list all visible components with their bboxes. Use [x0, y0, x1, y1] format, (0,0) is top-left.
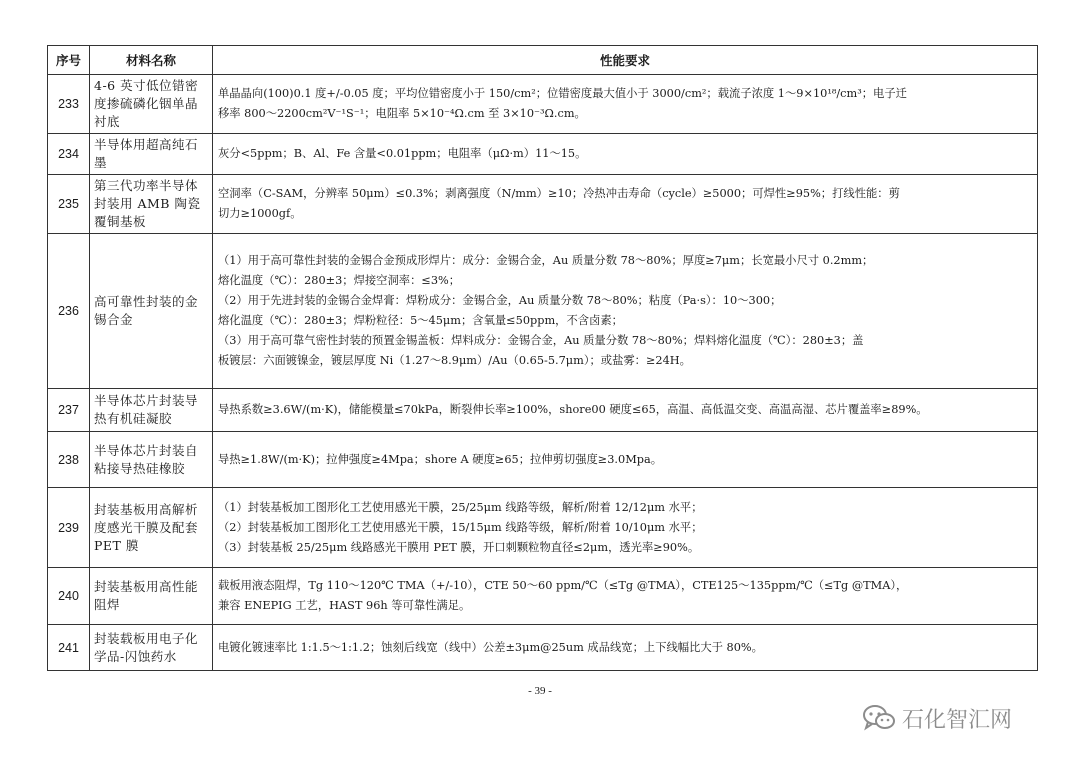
table-row	[48, 234, 1038, 389]
requirement-line: （1）封装基板加工图形化工艺使用感光干膜，25/25μm 线路等级，解析/附着 12/12μm 水平；	[218, 500, 703, 514]
requirements	[213, 625, 1038, 671]
requirements	[213, 568, 1038, 625]
requirement-line: 电镀化镀速率比 1:1.5～1:1.2；蚀刻后线宽（线中）公差±3μm@25um 成品线宽；上下线幅比大于 80%。	[218, 640, 763, 654]
material-name: 4-6 英寸低位错密度掺硫磷化铟单晶衬底	[90, 75, 213, 134]
requirements	[213, 432, 1038, 488]
requirement-line: 移率 800～2200cm²V⁻¹S⁻¹；电阻率 5×10⁻⁴Ω.cm 至 3×10⁻³Ω.cm。	[218, 107, 586, 120]
material-name: 封装基板用高解析度感光干膜及配套 PET 膜	[90, 488, 213, 568]
material-name: 封装载板用电子化学品-闪蚀药水	[90, 625, 213, 671]
requirement-line: 导热≥1.8W/(m·K)；拉伸强度≥4Mpa；shore A 硬度≥65；拉伸剪切强度≥3.0Mpa。	[218, 452, 663, 466]
material-name: 半导体芯片封装自粘接导热硅橡胶	[90, 432, 213, 488]
requirements	[213, 234, 1038, 389]
material-name: 第三代功率半导体封装用 AMB 陶瓷覆铜基板	[90, 175, 213, 234]
material-name: 半导体用超高纯石墨	[90, 134, 213, 175]
material-name: 半导体芯片封装导热有机硅凝胶	[90, 389, 213, 432]
row-number: 241	[48, 625, 90, 671]
row-number: 240	[48, 568, 90, 625]
watermark-text: 石化智汇网	[902, 707, 1013, 733]
requirements	[213, 488, 1038, 568]
requirements	[213, 175, 1038, 234]
requirement-line: 单晶晶向(100)0.1 度+/-0.05 度；平均位错密度小于 150/cm²；位错密度最大值小于 3000/cm²；载流子浓度 1～9×10¹⁸/cm³；电子迁	[218, 87, 907, 100]
table-row	[48, 432, 1038, 488]
row-number: 237	[48, 389, 90, 432]
table-row	[48, 568, 1038, 625]
material-name: 高可靠性封装的金锡合金	[90, 234, 213, 389]
requirement-line: （1）用于高可靠性封装的金锡合金预成形焊片：成分：金锡合金，Au 质量分数 78～80%；厚度≥7μm；长宽最小尺寸 0.2mm；	[218, 254, 874, 267]
page-number: - 39 -	[528, 685, 552, 697]
requirement-line: 兼容 ENEPIG 工艺，HAST 96h 等可靠性满足。	[218, 599, 471, 612]
row-number: 235	[48, 175, 90, 234]
requirement-line: 导热系数≥3.6W/(m·K)，储能模量≤70kPa，断裂伸长率≥100%，shore00 硬度≤65，高温、高低温交变、高温高湿、芯片覆盖率≥89%。	[218, 403, 928, 416]
requirement-line: （3）封装基板 25/25μm 线路感光干膜用 PET 膜，开口刺颗粒物直径≤2μm，透光率≥90%。	[218, 540, 700, 554]
requirement-line: （2）用于先进封装的金锡合金焊膏：焊粉成分：金锡合金，Au 质量分数 78～80%；粘度（Pa·s）：10～300；	[218, 294, 782, 307]
material-name: 封装基板用高性能阻焊	[90, 568, 213, 625]
header-requirements: 性能要求	[213, 46, 1038, 75]
row-number: 239	[48, 488, 90, 568]
requirement-line: 板镀层：六面镀镍金，镀层厚度 Ni（1.27～8.9μm）/Au（0.65-5.7μm）；或盐雾：≥24H。	[218, 354, 691, 367]
requirements	[213, 75, 1038, 134]
table-row	[48, 75, 1038, 134]
table-row	[48, 134, 1038, 175]
requirements	[213, 134, 1038, 175]
watermark	[862, 703, 1012, 733]
row-number: 233	[48, 75, 90, 134]
table-row	[48, 625, 1038, 671]
requirement-line: （2）封装基板加工图形化工艺使用感光干膜，15/15μm 线路等级，解析/附着 10/10μm 水平；	[218, 520, 703, 534]
requirement-line: 空洞率（C-SAM，分辨率 50μm）≤0.3%；剥离强度（N/mm）≥10；冷热冲击寿命（cycle）≥5000；可焊性≥95%；打线性能：剪	[218, 187, 900, 200]
table-header-row	[48, 46, 1038, 75]
requirement-line: 熔化温度（℃）：280±3；焊粉粒径：5～45μm；含氧量≤50ppm，不含卤素；	[218, 314, 623, 327]
wechat-icon	[862, 704, 896, 732]
requirement-line: 载板用液态阻焊，Tg 110～120℃ TMA（+/-10），CTE 50～60 ppm/℃（≤Tg @TMA），CTE125～135ppm/℃（≤Tg @TMA），	[218, 579, 908, 592]
row-number: 234	[48, 134, 90, 175]
table-row	[48, 389, 1038, 432]
header-no: 序号	[48, 46, 90, 75]
row-number: 238	[48, 432, 90, 488]
row-number: 236	[48, 234, 90, 389]
requirement-line: 灰分<5ppm；B、Al、Fe 含量<0.01ppm；电阻率（μΩ·m）11～15。	[218, 147, 587, 160]
table-row	[48, 488, 1038, 568]
header-material-name: 材料名称	[90, 46, 213, 75]
table-row	[48, 175, 1038, 234]
requirement-line: （3）用于高可靠气密性封装的预置金锡盖板：焊料成分：金锡合金，Au 质量分数 78～80%；焊料熔化温度（℃）：280±3；盖	[218, 334, 864, 347]
materials-table	[47, 45, 1038, 671]
requirements	[213, 389, 1038, 432]
requirement-line: 熔化温度（℃）：280±3；焊接空洞率：≤3%；	[218, 274, 461, 287]
requirement-line: 切力≥1000gf。	[218, 207, 302, 220]
